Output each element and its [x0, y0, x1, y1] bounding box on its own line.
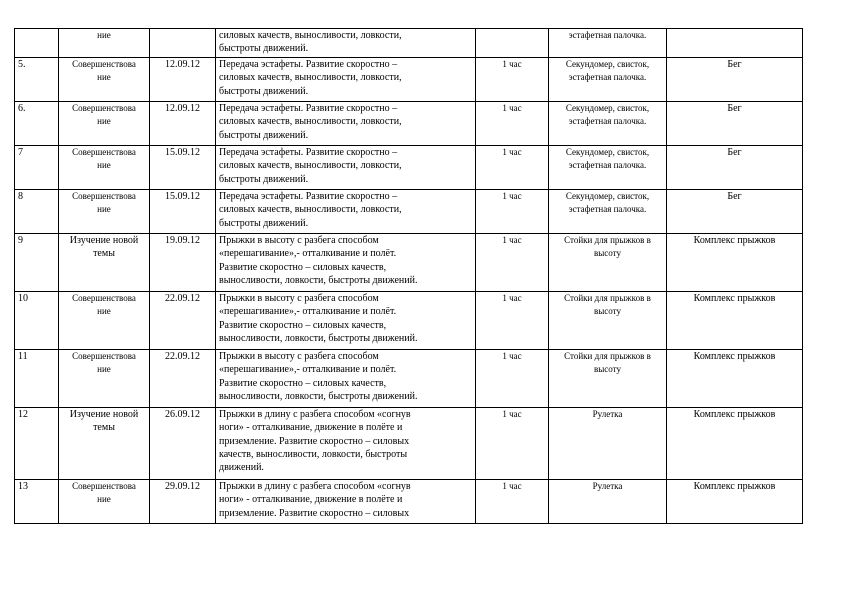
lesson-hours-cell: 1 час — [476, 146, 549, 190]
lesson-type-cell-line: Совершенствова — [72, 481, 136, 491]
lesson-topic-cell-line: быстроты движений. — [219, 43, 309, 55]
lesson-topic-cell — [216, 102, 476, 146]
lesson-hours-cell: 1 час — [476, 480, 549, 524]
lesson-equipment-cell-line: Секундомер, свисток, — [565, 191, 650, 201]
lesson-topic-cell-line: ноги» - отталкивание, движение в полёте и — [219, 494, 403, 506]
lesson-topic-cell-line: качеств, выносливости, ловкости, быстроты — [219, 448, 408, 460]
lesson-topic-cell — [216, 29, 476, 58]
lesson-date-cell: 12.09.12 — [150, 58, 216, 102]
lesson-topic-cell-line: «перешагивание»,- отталкивание и полёт. — [219, 248, 397, 260]
lesson-topic-cell-line: выносливости, ловкости, быстроты движений. — [219, 332, 418, 344]
lesson-equipment-cell-line: Секундомер, свисток, — [565, 103, 650, 113]
lesson-equipment-cell-line: эстафетная палочка. — [568, 116, 647, 127]
lesson-topic-cell-line: «перешагивание»,- отталкивание и полёт. — [219, 364, 397, 376]
lesson-equipment-cell-line: Рулетка — [592, 481, 623, 491]
lesson-topic-cell-line: приземление. Развитие скоростно – силовых — [219, 435, 410, 447]
lesson-topic-cell — [216, 146, 476, 190]
lesson-equipment-cell — [549, 480, 667, 524]
lesson-topic-cell-line: Развитие скоростно – силовых качеств, — [219, 319, 387, 331]
lesson-type-cell-line: ние — [97, 494, 111, 505]
lesson-equipment-cell-line: эстафетная палочка. — [568, 204, 647, 215]
lesson-equipment-cell — [549, 408, 667, 480]
lesson-type-cell-line: ние — [97, 160, 111, 171]
lesson-hours-cell — [476, 29, 549, 58]
lesson-number-cell: 6. — [15, 102, 59, 146]
table-row — [15, 102, 803, 146]
lesson-note-cell: Бег — [667, 102, 803, 146]
lesson-type-cell — [59, 190, 150, 234]
lesson-topic-cell — [216, 350, 476, 408]
lesson-note-cell: Комплекс прыжков — [667, 480, 803, 524]
lesson-note-cell: Бег — [667, 190, 803, 234]
lesson-number-cell: 8 — [15, 190, 59, 234]
table-row — [15, 408, 803, 480]
lesson-date-cell: 19.09.12 — [150, 234, 216, 292]
table-row — [15, 234, 803, 292]
lesson-type-cell-line: ние — [97, 72, 111, 83]
lesson-equipment-cell — [549, 292, 667, 350]
lesson-number-cell: 11 — [15, 350, 59, 408]
lesson-number-cell: 13 — [15, 480, 59, 524]
lesson-hours-cell: 1 час — [476, 102, 549, 146]
lesson-hours-cell: 1 час — [476, 190, 549, 234]
lesson-topic-cell-line: силовых качеств, выносливости, ловкости, — [219, 116, 402, 128]
lesson-type-cell-line: ние — [97, 306, 111, 317]
lesson-type-cell-line: ние — [97, 116, 111, 127]
table-row — [15, 480, 803, 524]
lesson-topic-cell-line: силовых качеств, выносливости, ловкости, — [219, 72, 402, 84]
lesson-topic-cell-line: Передача эстафеты. Развитие скоростно – — [219, 59, 398, 70]
lesson-date-cell: 22.09.12 — [150, 350, 216, 408]
table-row — [15, 29, 803, 58]
lesson-number-cell: 10 — [15, 292, 59, 350]
lesson-topic-cell — [216, 234, 476, 292]
table-row — [15, 58, 803, 102]
lesson-note-cell: Комплекс прыжков — [667, 408, 803, 480]
lesson-note-cell: Бег — [667, 58, 803, 102]
lesson-topic-cell — [216, 408, 476, 480]
lesson-topic-cell-line: силовых качеств, выносливости, ловкости, — [219, 30, 402, 41]
lesson-type-cell — [59, 146, 150, 190]
lesson-equipment-cell-line: Секундомер, свисток, — [565, 59, 650, 69]
lesson-equipment-cell — [549, 234, 667, 292]
lesson-date-cell: 22.09.12 — [150, 292, 216, 350]
lesson-hours-cell: 1 час — [476, 292, 549, 350]
lesson-topic-cell-line: приземление. Развитие скоростно – силовых — [219, 507, 410, 519]
lesson-topic-cell-line: выносливости, ловкости, быстроты движений. — [219, 390, 418, 402]
lesson-type-cell-line: Изучение новой — [69, 409, 139, 420]
lesson-topic-cell-line: быстроты движений. — [219, 217, 309, 229]
lesson-topic-cell-line: быстроты движений. — [219, 85, 309, 97]
lesson-equipment-cell-line: Стойки для прыжков в — [564, 293, 651, 303]
lesson-equipment-cell-line: Стойки для прыжков в — [564, 351, 651, 361]
lesson-topic-cell-line: Прыжки в высоту с разбега способом — [219, 235, 379, 246]
lesson-equipment-cell-line: высоту — [594, 306, 621, 317]
lesson-type-cell-line: Совершенствова — [72, 351, 136, 361]
lesson-equipment-cell-line: эстафетная палочка. — [568, 72, 647, 83]
lesson-topic-cell — [216, 58, 476, 102]
lesson-topic-cell-line: силовых качеств, выносливости, ловкости, — [219, 204, 402, 216]
table-row — [15, 350, 803, 408]
lesson-type-cell-line: Совершенствова — [72, 103, 136, 113]
lesson-date-cell: 29.09.12 — [150, 480, 216, 524]
lesson-note-cell: Бег — [667, 146, 803, 190]
lesson-type-cell — [59, 234, 150, 292]
lesson-equipment-cell — [549, 350, 667, 408]
lesson-topic-cell-line: Развитие скоростно – силовых качеств, — [219, 261, 387, 273]
lesson-type-cell-line: Совершенствова — [72, 59, 136, 69]
lesson-equipment-cell-line: высоту — [594, 248, 621, 259]
lesson-topic-cell-line: Развитие скоростно – силовых качеств, — [219, 377, 387, 389]
lesson-equipment-cell-line: высоту — [594, 364, 621, 375]
lesson-topic-cell-line: Передача эстафеты. Развитие скоростно – — [219, 103, 398, 114]
lesson-topic-cell-line: быстроты движений. — [219, 129, 309, 141]
lesson-hours-cell: 1 час — [476, 408, 549, 480]
lesson-type-cell-line: темы — [93, 248, 115, 260]
lesson-topic-cell — [216, 190, 476, 234]
lesson-number-cell — [15, 29, 59, 58]
lesson-type-cell — [59, 480, 150, 524]
lesson-date-cell: 15.09.12 — [150, 190, 216, 234]
lesson-type-cell-line: Совершенствова — [72, 147, 136, 157]
lesson-type-cell — [59, 102, 150, 146]
lesson-topic-cell-line: быстроты движений. — [219, 173, 309, 185]
lesson-hours-cell: 1 час — [476, 58, 549, 102]
lesson-equipment-cell — [549, 102, 667, 146]
lesson-date-cell: 12.09.12 — [150, 102, 216, 146]
lesson-date-cell: 26.09.12 — [150, 408, 216, 480]
lesson-note-cell: Комплекс прыжков — [667, 350, 803, 408]
lesson-equipment-cell-line: эстафетная палочка. — [568, 30, 647, 40]
lesson-equipment-cell — [549, 190, 667, 234]
lesson-number-cell: 5. — [15, 58, 59, 102]
lesson-note-cell: Комплекс прыжков — [667, 292, 803, 350]
lesson-type-cell-line: Изучение новой — [69, 235, 139, 246]
lesson-type-cell — [59, 58, 150, 102]
lesson-topic-cell-line: выносливости, ловкости, быстроты движений. — [219, 274, 418, 286]
lesson-type-cell — [59, 350, 150, 408]
lesson-topic-cell-line: Прыжки в длину с разбега способом «согнув — [219, 409, 411, 420]
lesson-type-cell-line: Совершенствова — [72, 191, 136, 201]
lesson-type-cell-line: ние — [97, 364, 111, 375]
lesson-topic-cell-line: Прыжки в высоту с разбега способом — [219, 293, 379, 304]
lesson-number-cell: 9 — [15, 234, 59, 292]
lesson-topic-cell-line: движений. — [219, 462, 264, 474]
lesson-equipment-cell — [549, 29, 667, 58]
lesson-equipment-cell-line: Стойки для прыжков в — [564, 235, 651, 245]
lesson-note-cell: Комплекс прыжков — [667, 234, 803, 292]
lesson-topic-cell-line: Передача эстафеты. Развитие скоростно – — [219, 191, 398, 202]
lesson-type-cell-line: ние — [97, 204, 111, 215]
lesson-note-cell — [667, 29, 803, 58]
lesson-topic-cell — [216, 480, 476, 524]
lesson-topic-cell-line: силовых качеств, выносливости, ловкости, — [219, 160, 402, 172]
lesson-type-cell — [59, 408, 150, 480]
lesson-number-cell: 7 — [15, 146, 59, 190]
lesson-topic-cell-line: Передача эстафеты. Развитие скоростно – — [219, 147, 398, 158]
lesson-type-cell — [59, 29, 150, 58]
table-body — [15, 29, 803, 524]
table-row — [15, 146, 803, 190]
lesson-equipment-cell — [549, 146, 667, 190]
lesson-equipment-cell-line: Рулетка — [592, 409, 623, 419]
lesson-type-cell-line: Совершенствова — [72, 293, 136, 303]
lesson-type-cell-line: ние — [97, 30, 111, 40]
lesson-topic-cell-line: ноги» - отталкивание, движение в полёте и — [219, 422, 403, 434]
lesson-topic-cell-line: Прыжки в длину с разбега способом «согнув — [219, 481, 411, 492]
lesson-equipment-cell — [549, 58, 667, 102]
table-row — [15, 190, 803, 234]
lesson-type-cell — [59, 292, 150, 350]
lesson-number-cell: 12 — [15, 408, 59, 480]
lesson-plan-table — [14, 28, 803, 524]
lesson-type-cell-line: темы — [93, 422, 115, 434]
lesson-date-cell — [150, 29, 216, 58]
lesson-topic-cell — [216, 292, 476, 350]
table-row — [15, 292, 803, 350]
lesson-equipment-cell-line: Секундомер, свисток, — [565, 147, 650, 157]
lesson-equipment-cell-line: эстафетная палочка. — [568, 160, 647, 171]
lesson-hours-cell: 1 час — [476, 350, 549, 408]
lesson-topic-cell-line: «перешагивание»,- отталкивание и полёт. — [219, 306, 397, 318]
lesson-topic-cell-line: Прыжки в высоту с разбега способом — [219, 351, 379, 362]
lesson-date-cell: 15.09.12 — [150, 146, 216, 190]
lesson-hours-cell: 1 час — [476, 234, 549, 292]
